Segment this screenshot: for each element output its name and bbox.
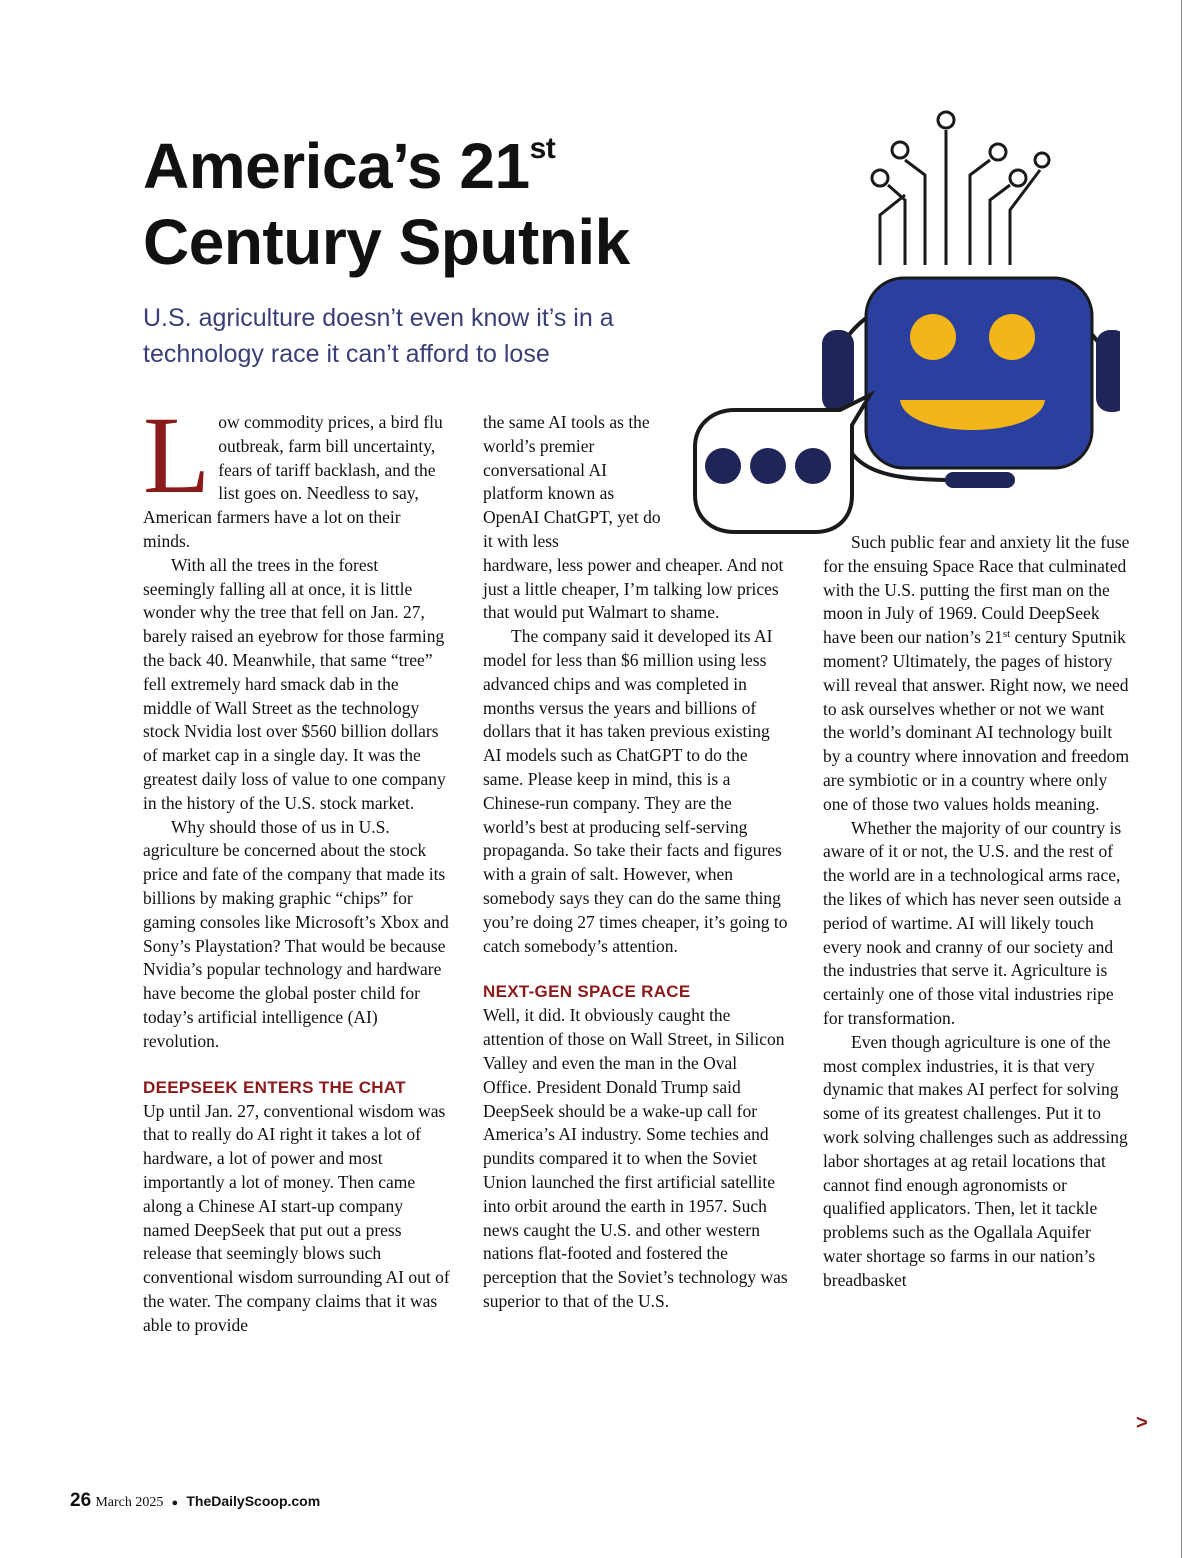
drop-cap: L — [143, 394, 211, 516]
headset-mic-icon — [945, 472, 1015, 488]
robot-eye-left-icon — [910, 314, 956, 360]
superscript: st — [1002, 628, 1011, 641]
paragraph: Up until Jan. 27, conventional wisdom was that to really do AI right it takes a lot of hardware, a lot of power and most importantly a lot of money. Then came along a Chinese AI start-up company named DeepSeek that put out a press release that seemingly blows such conventional wisdom surrounding AI out of the water. The company claims that it was able to provide — [143, 1100, 450, 1335]
website-link[interactable]: TheDailyScoop.com — [186, 1493, 321, 1509]
article-title — [143, 128, 630, 280]
article-column-1 — [143, 394, 451, 1337]
page-footer — [70, 1490, 320, 1512]
paragraph: Why should those of us in U.S. agriculture be concerned about the stock price and fate of the company that made its billions by making graphic “chips” for gaming consoles like Microsoft’s Xbox and Sony’s Playstation? That would be because Nvidia’s popular technology and hardware have become the global poster child for today’s artificial intelligence (AI) revolution. — [143, 816, 449, 1051]
paragraph: The company said it developed its AI model for less than $6 million using less advanced chips and was completed in months versus the years and billions of dollars that it has taken previous existing AI models such as ChatGPT to do the same. Please keep in mind, this is a Chinese-run company. They are the world’s best at producing self-serving propaganda. So take their facts and figures with a grain of salt. However, when somebody says they can do the same thing you’re doing 27 times cheaper, it’s going to catch somebody’s attention. — [483, 626, 788, 956]
issue-date: March 2025 — [95, 1495, 164, 1510]
title-line1: America’s 21 — [143, 130, 530, 202]
antenna-circuits-icon — [872, 112, 1049, 265]
article-column-3 — [823, 531, 1130, 1293]
robot-head-icon — [866, 278, 1092, 468]
title-superscript: st — [529, 132, 556, 165]
paragraph — [143, 394, 451, 554]
chat-dot-3-icon — [795, 448, 831, 484]
paragraph: hardware, less power and cheaper. And not just a little cheaper, I’m talking low prices that would put Walmart to shame. — [483, 554, 784, 623]
paragraph-text: ow commodity prices, a bird flu outbreak, farm bill uncertainty, fears of tariff backlash, and the list goes on. Needless to say, American farmers have a lot on their minds. — [143, 412, 443, 551]
paragraph-text: century Sputnik moment? Ultimately, the pages of history will reveal that answer. Right now, we need to ask ourselves whether or not we want the world’s dominant AI technology built by a country where innovation and freedom are symbiotic or in a country where only one of those two values holds meaning. — [823, 627, 1130, 814]
headset-earcup-left-icon — [822, 330, 854, 412]
article-subtitle: U.S. agriculture doesn’t even know it’s in a technology race it can’t afford to lose — [143, 304, 614, 368]
paragraph: Even though agriculture is one of the most complex industries, it is that very dynamic that makes AI perfect for solving some of its greatest challenges. Put it to work solving challenges such as addressing labor shortages at ag retail locations that cannot find enough agronomists or qualified applicators. Then, let it tackle problems such as the Ogallala Aquifer water shortage so farms in our nation’s breadbasket — [823, 1031, 1128, 1290]
page-edge-line — [1181, 0, 1183, 1558]
continued-arrow-icon: > — [1136, 1412, 1148, 1434]
paragraph: With all the trees in the forest seemingly falling all at once, it is little wonder why the tree that fell on Jan. 27, barely raised an eyebrow for those farming the back 40. Meanwhile, that same “tree” fell extremely hard smack dab in the middle of Wall Street as the technology stock Nvidia lost over $560 billion dollars of market cap in a single day. It was the greatest daily loss of value to one company in the history of the U.S. stock market. — [143, 554, 446, 813]
article-column-2 — [483, 411, 788, 1314]
paragraph-text: Such public fear and anxiety lit the fuse for the ensuing Space Race that culminated with the U.S. putting the first man on the moon in July of 1969. Could DeepSeek have been our nation’s 21 — [823, 532, 1130, 648]
paragraph: Well, it did. It obviously caught the attention of those on Wall Street, in Silicon Valley and even the man in the Oval Office. President Donald Trump said DeepSeek should be a wake-up call for America’s AI industry. Some techies and pundits compared it to when the Soviet Union launched the first artificial satellite into orbit around the earth in 1957. Such news caught the U.S. and other western nations flat-footed and fostered the perception that the Soviet’s technology was superior to that of the U.S. — [483, 1005, 788, 1311]
paragraph — [823, 531, 1130, 817]
page-number: 26 — [70, 1490, 92, 1511]
robot-eye-right-icon — [989, 314, 1035, 360]
separator-dot-icon: ● — [171, 1497, 179, 1509]
title-line2: Century Sputnik — [143, 206, 630, 278]
paragraph: Whether the majority of our country is aware of it or not, the U.S. and the rest of the world are in a technological arms race, the likes of which has never seen outside a period of wartime. AI will likely touch every nook and cranny of our society and the industries that serve it. Agriculture is certainly one of those vital industries ripe for transformation. — [823, 817, 1122, 1028]
section-heading-space-race: NEXT-GEN SPACE RACE — [483, 982, 691, 1002]
paragraph-wrapped: the same AI tools as the world’s premier conversational AI platform known as OpenAI ChatGPT, yet do it with less — [483, 412, 661, 551]
headset-earcup-right-icon — [1096, 330, 1120, 412]
section-heading-deepseek: DEEPSEEK ENTERS THE CHAT — [143, 1077, 406, 1097]
